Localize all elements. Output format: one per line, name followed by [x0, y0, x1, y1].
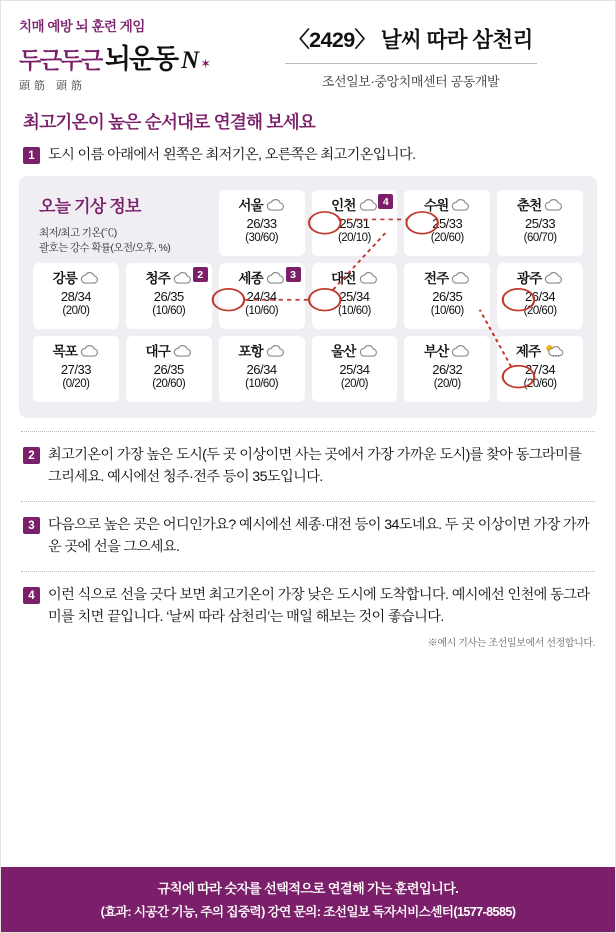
page-title: 〈2429〉 날씨 따라 삼천리	[288, 28, 533, 52]
city-card-gwangju[interactable]	[497, 263, 583, 329]
city-card-incheon[interactable]	[312, 190, 398, 256]
city-name: 부산	[424, 344, 449, 360]
city-temps: 27/33	[60, 362, 91, 378]
title-block	[224, 15, 597, 90]
city-temps: 26/34	[525, 289, 556, 305]
city-rain: (10/60)	[337, 305, 371, 318]
city-rain: (20/60)	[523, 305, 557, 318]
legend-line-2: 괄호는 강수 확률(오전/오후, %)	[39, 242, 171, 255]
cloud-icon	[266, 198, 285, 211]
cloud-icon	[173, 271, 192, 284]
city-card-daegu[interactable]	[126, 336, 212, 402]
city-head	[316, 268, 394, 286]
step-4-number: 4	[23, 587, 40, 604]
badge-sejong: 3	[286, 267, 301, 282]
page-subtitle: 조선일보·중앙치매센터 공동개발	[321, 74, 500, 89]
city-temps: 26/34	[246, 362, 277, 378]
city-name: 춘천	[516, 198, 542, 213]
city-name: 강릉	[52, 271, 78, 287]
city-temps: 25/31	[339, 216, 370, 231]
city-card-ulsan[interactable]	[312, 336, 398, 402]
city-card-seoul[interactable]	[219, 190, 305, 256]
footer-line-2: (효과: 시공간 기능, 주의 집중력) 강연 문의: 조선일보 독자서비스센터(1577-8585)	[100, 905, 516, 919]
city-temps: 25/33	[432, 216, 463, 231]
city-head	[223, 195, 301, 213]
panel-legend	[39, 226, 208, 256]
city-temps: 27/34	[525, 362, 556, 378]
city-name: 수원	[424, 198, 449, 213]
city-temps: 25/33	[525, 216, 556, 231]
brand-subtext: 頭筋 頭筋	[19, 80, 87, 92]
brand-logo-right: 뇌운동	[104, 44, 178, 75]
city-head	[501, 268, 579, 286]
cloud-icon	[359, 344, 378, 357]
city-card-pohang[interactable]	[219, 336, 305, 402]
brand-logo-mark: N	[181, 47, 200, 74]
city-temps: 26/35	[153, 362, 184, 378]
cloud-icon	[359, 198, 378, 211]
city-rain: (20/0)	[340, 378, 368, 391]
city-temps: 26/35	[432, 289, 463, 305]
city-temps: 25/34	[339, 289, 370, 305]
city-head	[408, 341, 486, 359]
city-name: 울산	[331, 344, 356, 360]
city-rain: (10/60)	[430, 305, 464, 318]
brand-logo	[19, 37, 224, 76]
city-card-jeju[interactable]	[497, 336, 583, 402]
city-head	[408, 195, 486, 213]
city-rain: (20/0)	[433, 378, 461, 391]
city-rain: (20/60)	[430, 232, 464, 244]
city-card-gangneung[interactable]	[33, 263, 119, 329]
cloud-icon	[266, 271, 285, 284]
cloud-icon	[80, 271, 99, 284]
legend-line-1: 최저/최고 기온(℃)	[39, 227, 117, 239]
city-rain: (10/60)	[245, 305, 279, 318]
city-rain: (10/60)	[152, 305, 186, 318]
city-card-jeonju[interactable]	[404, 263, 490, 329]
cloud-icon	[451, 271, 470, 284]
city-head	[408, 268, 486, 286]
city-name: 세종	[238, 271, 263, 287]
city-rain: (60/70)	[523, 232, 557, 244]
city-name: 제주	[515, 344, 541, 360]
cloud-icon	[544, 198, 563, 211]
header	[1, 1, 615, 101]
city-temps: 24/34	[246, 289, 277, 305]
city-head	[37, 341, 115, 359]
cloud-icon	[80, 344, 99, 357]
city-head	[501, 341, 579, 359]
star-icon: ✶	[200, 56, 212, 71]
step-2	[1, 444, 615, 488]
panel-title-cell	[33, 190, 212, 256]
title-divider	[285, 63, 537, 64]
source-note: ※예시 기사는 조선일보에서 선정합니다.	[427, 638, 595, 650]
city-temps: 25/34	[339, 362, 370, 378]
city-rain: (20/0)	[62, 305, 90, 318]
city-head	[130, 341, 208, 359]
step-1-text: 도시 이름 아래에서 왼쪽은 최저기온, 오른쪽은 최고기온입니다.	[48, 147, 416, 163]
city-name: 청주	[145, 271, 170, 287]
cloud-icon	[266, 344, 285, 357]
badge-incheon: 4	[378, 194, 393, 209]
step-2-number: 2	[23, 447, 40, 464]
cloud-icon	[173, 344, 192, 357]
step-1	[1, 144, 615, 166]
city-temps: 26/33	[246, 216, 277, 231]
city-name: 서울	[238, 198, 263, 213]
divider-2	[21, 501, 595, 502]
cloud-icon	[451, 344, 470, 357]
instruction-heading: 최고기온이 높은 순서대로 연결해 보세요	[23, 112, 316, 132]
step-3-number: 3	[23, 517, 40, 534]
city-name: 대전	[331, 271, 356, 287]
city-name: 광주	[516, 271, 542, 287]
sun-cloud-icon	[543, 343, 564, 357]
city-rain: (30/60)	[245, 232, 279, 244]
city-head	[501, 195, 579, 213]
city-head	[37, 268, 115, 286]
city-card-daejeon[interactable]	[312, 263, 398, 329]
step-4-text: 이런 식으로 선을 긋다 보면 최고기온이 가장 낮은 도시에 도착합니다. 예시에선 인천에 동그라미를 치면 끝입니다. ‘날씨 따라 삼천리’는 매일 해보는 것이 좋습니다.	[48, 587, 590, 626]
city-card-sejong[interactable]	[219, 263, 305, 329]
city-name: 전주	[424, 271, 449, 287]
step-3-text: 다음으로 높은 곳은 어디인가요? 예시에선 세종·대전 등이 34도네요. 두 곳 이상이면 가장 가까운 곳에 선을 그으세요.	[48, 517, 590, 556]
step-4	[1, 584, 615, 628]
divider-3	[21, 571, 595, 572]
city-name: 목포	[52, 344, 78, 360]
cloud-icon	[451, 198, 470, 211]
city-rain: (10/60)	[245, 378, 279, 391]
city-card-cheongju[interactable]	[126, 263, 212, 329]
divider-1	[21, 431, 595, 432]
city-card-busan[interactable]	[404, 336, 490, 402]
city-rain: (20/60)	[523, 378, 557, 391]
city-card-mokpo[interactable]	[33, 336, 119, 402]
city-head	[316, 341, 394, 359]
brand-logo-left: 두근두근	[19, 48, 102, 74]
footer-line-1: 규칙에 따라 숫자를 선택적으로 연결해 가는 훈련입니다.	[157, 881, 459, 896]
city-name: 대구	[145, 344, 170, 360]
footer	[1, 867, 615, 932]
city-rain: (20/10)	[337, 232, 371, 244]
step-3	[1, 514, 615, 558]
weather-panel	[19, 176, 597, 418]
city-name: 인천	[331, 198, 356, 213]
city-name: 포항	[238, 344, 263, 360]
city-rain: (0/20)	[62, 378, 90, 391]
city-temps: 26/32	[432, 362, 463, 378]
city-head	[223, 341, 301, 359]
city-temps: 28/34	[60, 289, 91, 305]
panel-title: 오늘 기상 정보	[39, 197, 141, 216]
badge-cheongju: 2	[193, 267, 208, 282]
city-rain: (20/60)	[152, 378, 186, 391]
brand-block	[19, 15, 224, 93]
cloud-icon	[544, 271, 563, 284]
brand-tagline: 치매 예방 뇌 훈련 게임	[19, 19, 145, 34]
weather-panel-wrap	[1, 166, 615, 418]
city-card-suwon[interactable]	[404, 190, 490, 256]
cloud-icon	[359, 271, 378, 284]
step-1-number: 1	[23, 147, 40, 164]
step-2-text: 최고기온이 가장 높은 도시(두 곳 이상이면 사는 곳에서 가장 가까운 도시)를 찾아 동그라미를 그리세요. 예시에선 청주·전주 등이 35도입니다.	[48, 447, 582, 486]
city-temps: 26/35	[153, 289, 184, 305]
city-card-chuncheon[interactable]	[497, 190, 583, 256]
weather-grid	[33, 190, 583, 402]
